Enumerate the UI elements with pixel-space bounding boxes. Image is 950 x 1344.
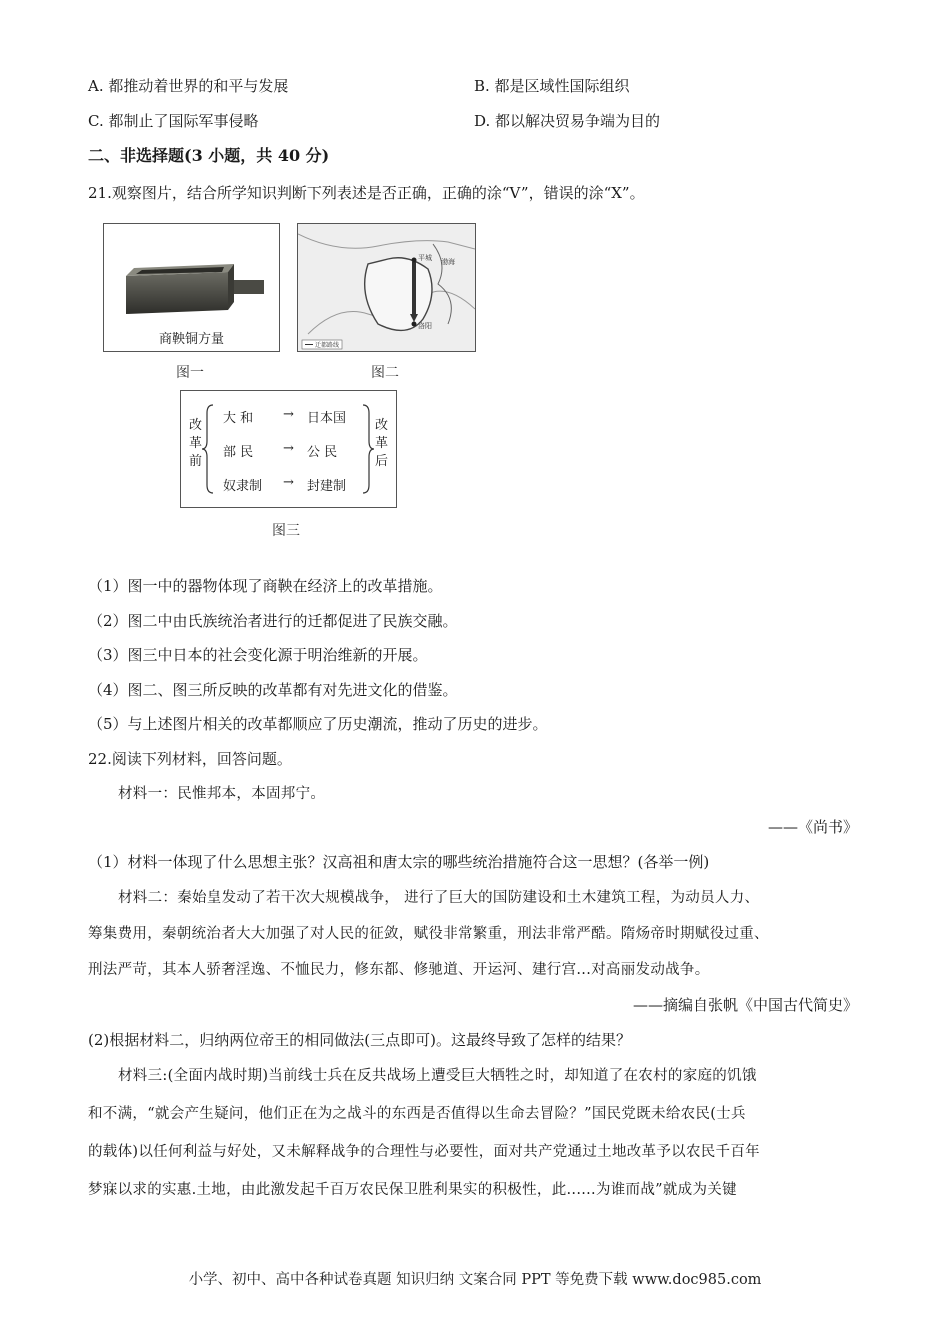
row-3-arrow: → <box>283 475 294 490</box>
map-label-luoyang: 洛阳 <box>418 322 432 330</box>
material-3-line-1: 材料三:(全面内战时期)当前线士兵在反共战场上遭受巨大牺牲之时，却知道了在农村的家庭的饥饿 <box>118 1068 757 1084</box>
migration-map-image <box>298 224 475 351</box>
material-2-source: ——摘编自张帆《中国古代简史》 <box>632 996 858 1014</box>
figure-3-left-label: 改革前 <box>189 418 203 469</box>
row-1-to: 日本国 <box>307 411 347 426</box>
q21-item-5: （5）与上述图片相关的改革都顺应了历史潮流，推动了历史的进步。 <box>88 715 548 733</box>
material-1: 材料一：民惟邦本，本固邦宁。 <box>118 786 326 802</box>
material-2-line-3: 刑法严苛，其本人骄奢淫逸、不恤民力，修东都、修驰道、开运河、建行宫...对高丽发动战争。 <box>88 962 710 978</box>
map-label-bohai: 渤海 <box>441 258 455 266</box>
q21-item-4: （4）图二、图三所反映的改革都有对先进文化的借鉴。 <box>88 681 458 699</box>
figure-3-taika-reform <box>180 390 397 508</box>
sub-question-2: (2)根据材料二，归纳两位帝王的相同做法(三点即可)。这最终导致了怎样的结果？ <box>88 1031 631 1049</box>
q21-stem: 21.观察图片，结合所学知识判断下列表述是否正确，正确的涂“V”，错误的涂“X”。 <box>88 184 645 202</box>
figure-2-map <box>297 223 476 352</box>
figure-3-caption: 图三 <box>272 523 300 539</box>
map-label-pingcheng: 平城 <box>418 254 432 262</box>
q22-stem: 22.阅读下列材料，回答问题。 <box>88 750 292 768</box>
sub-question-1: （1）材料一体现了什么思想主张？汉高祖和唐太宗的哪些统治措施符合这一思想？(各举一例) <box>88 853 710 871</box>
row-2-from: 部 民 <box>223 445 254 460</box>
page-footer: 小学、初中、高中各种试卷真题 知识归纳 文案合同 PPT 等免费下载 www.doc985.com <box>188 1272 762 1288</box>
option-b: B. 都是区域性国际组织 <box>474 77 630 95</box>
material-2-line-2: 筹集费用，秦朝统治者大大加强了对人民的征敛，赋役非常繁重，刑法非常严酷。隋炀帝时期赋役过重、 <box>88 926 769 942</box>
row-1-from: 大 和 <box>223 411 254 426</box>
option-c: C. 都制止了国际军事侵略 <box>88 112 259 130</box>
row-3-to: 封建制 <box>307 479 347 494</box>
figure-1-label: 商鞅铜方量 <box>158 332 224 347</box>
material-3-line-4: 梦寐以求的实惠.土地，由此激发起千百万农民保卫胜利果实的积极性，此......为谁而战”就成为关键 <box>88 1182 737 1198</box>
figure-1-caption: 图一 <box>176 365 204 381</box>
material-2-line-1: 材料二：秦始皇发动了若干次大规模战争， 进行了巨大的国防建设和土木建筑工程，为动员人力、 <box>118 890 760 906</box>
material-3-line-2: 和不满，“就会产生疑问，他们正在为之战斗的东西是否值得以生命去冒险？”国民党既未给农民(士兵 <box>88 1106 746 1122</box>
map-legend: 迁都路线 <box>315 342 340 349</box>
option-d: D. 都以解决贸易争端为目的 <box>474 112 661 130</box>
figure-1-shang-yang-measure <box>103 223 280 352</box>
material-3-line-3: 的载体)以任何利益与好处，又未解释战争的合理性与必要性，面对共产党通过土地改革予以农民千百年 <box>88 1144 760 1160</box>
figure-3-right-label: 改革后 <box>375 418 389 469</box>
q21-item-3: （3）图三中日本的社会变化源于明治维新的开展。 <box>88 646 428 664</box>
row-2-to: 公 民 <box>307 445 338 460</box>
figure-2-caption: 图二 <box>371 365 399 381</box>
q21-item-2: （2）图二中由氏族统治者进行的迁都促进了民族交融。 <box>88 612 458 630</box>
row-1-arrow: → <box>283 407 294 422</box>
migration-arrow-line <box>412 262 416 314</box>
row-2-arrow: → <box>283 441 294 456</box>
section-title: 二、非选择题(3 小题，共 40 分) <box>88 146 330 165</box>
row-3-from: 奴隶制 <box>223 479 263 494</box>
option-a: A. 都推动着世界的和平与发展 <box>88 77 289 95</box>
material-1-source: ——《尚书》 <box>767 818 858 836</box>
q21-item-1: （1）图一中的器物体现了商鞅在经济上的改革措施。 <box>88 577 443 595</box>
